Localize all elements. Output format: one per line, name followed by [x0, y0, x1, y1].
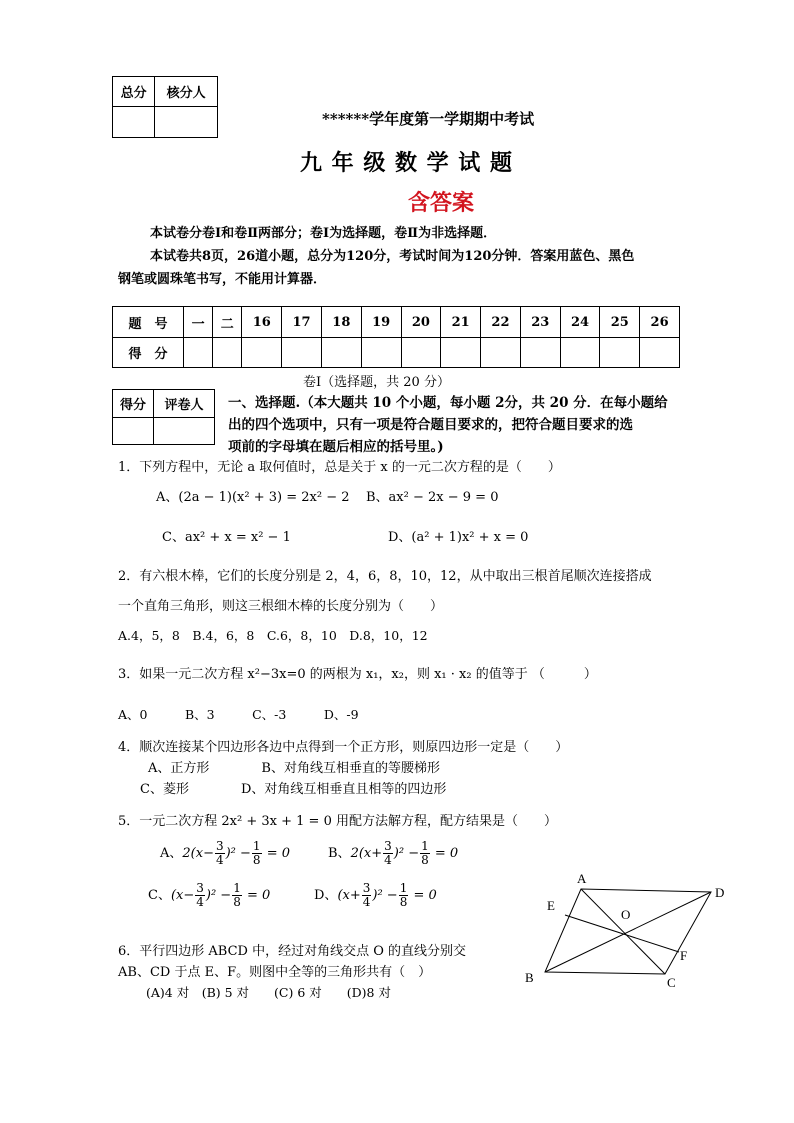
main-title: 九 年 级 数 学 试 题: [300, 150, 513, 176]
q5-label-c: C、: [148, 888, 171, 903]
score-table-header: 一: [184, 307, 213, 338]
checker-cell[interactable]: [155, 107, 218, 138]
label-point-f: F: [680, 948, 688, 963]
q4-stem: 4．顺次连接某个四边形各边中点得到一个正方形，则原四边形一定是（ ）: [118, 740, 569, 755]
label-point-d: D: [715, 885, 725, 900]
label-point-c: C: [667, 975, 676, 990]
score-cell[interactable]: [282, 338, 322, 368]
section1-intro-1: 一、选择题.（本大题共 10 个小题，每小题 2分，共 20 分．在每小题给: [228, 395, 668, 411]
answer-tag: 含答案: [408, 190, 475, 216]
q5-label-a: A、: [160, 846, 183, 861]
instruction-line-3: 钢笔或圆珠笔书写，不能用计算器．: [118, 272, 327, 287]
q6-options: (A)4 对 (B) 5 对 (C) 6 对 (D)8 对: [146, 985, 391, 1000]
score-table-header: 25: [600, 307, 640, 338]
section1-intro-2: 出的四个选项中，只有一项是符合题目要求的，把符合题目要求的选: [228, 417, 633, 433]
q1-stem: 1．下列方程中，无论 a 取何值时，总是关于 x 的一元二次方程的是（ ）: [118, 460, 561, 475]
total-score-header: 总分: [113, 77, 155, 107]
score-cell[interactable]: [600, 338, 640, 368]
q5-option-d: D、(x+ $\frac{3}{4}$ )² − $\frac{1}{8}$ = 0: [314, 881, 437, 909]
q2-stem-1: 2．有六根木棒，它们的长度分别是 2，4，6，8，10，12，从中取出三根首尾顺次连接搭成: [118, 569, 652, 584]
score-table-header: 24: [560, 307, 600, 338]
parallelogram-figure: [515, 870, 740, 995]
q3-options: A、0 B、3 C、-3 D、-9: [118, 707, 359, 722]
label-point-o: O: [621, 907, 631, 922]
score-table-header: 17: [282, 307, 322, 338]
checker-header: 核分人: [155, 77, 218, 107]
q5-stem: 5．一元二次方程 2x² + 3x + 1 = 0 用配方法解方程，配方结果是（ ）: [118, 814, 557, 829]
q4-options-ab: A、正方形 B、对角线互相垂直的等腰梯形: [148, 761, 440, 776]
score-table-header: 二: [213, 307, 242, 338]
score-cell[interactable]: [401, 338, 441, 368]
q5-label-d: D、: [314, 888, 338, 903]
label-point-b: B: [525, 970, 534, 985]
q6-stem-2: AB、CD 于点 E、F。则图中全等的三角形共有（ ）: [118, 965, 432, 980]
section1-intro-3: 项前的字母填在题后相应的括号里。): [228, 439, 444, 455]
score-cell[interactable]: [640, 338, 680, 368]
grader-box: [112, 389, 215, 445]
score-cell[interactable]: [481, 338, 521, 368]
score-table-header: 23: [520, 307, 560, 338]
score-cell[interactable]: [560, 338, 600, 368]
instruction-line-1: 本试卷分卷Ⅰ和卷Ⅱ两部分；卷Ⅰ为选择题，卷Ⅱ为非选择题．: [150, 226, 497, 241]
score-cell[interactable]: [520, 338, 560, 368]
score-table-header: 26: [640, 307, 680, 338]
q1-option-c: C、ax² + x = x² − 1: [162, 530, 291, 545]
q6-stem-1: 6．平行四边形 ABCD 中，经过对角线交点 O 的直线分别交: [118, 944, 467, 959]
score-cell[interactable]: [321, 338, 361, 368]
q5-option-b: B、2(x+ $\frac{3}{4}$ )² − $\frac{1}{8}$ = 0: [328, 839, 459, 867]
q5-option-c: C、(x− $\frac{3}{4}$ )² − $\frac{1}{8}$ = 0: [148, 881, 271, 909]
score-table-header: 题 号: [113, 307, 184, 338]
q3-stem: 3．如果一元二次方程 x²−3x=0 的两根为 x₁，x₂，则 x₁ · x₂ 的值等于 （ ）: [118, 667, 597, 682]
exam-title: ******学年度第一学期期中考试: [322, 110, 535, 128]
q1-option-a: A、(2a − 1)(x² + 3) = 2x² − 2: [156, 490, 350, 505]
grader-score-header: 得分: [113, 390, 154, 418]
q2-options: A.4，5，8 B.4，6，8 C.6，8，10 D.8，10，12: [118, 628, 428, 643]
q4-options-cd: C、菱形 D、对角线互相垂直且相等的四边形: [140, 782, 447, 797]
score-table-header: 20: [401, 307, 441, 338]
score-cell[interactable]: [184, 338, 213, 368]
q5-label-b: B、: [328, 846, 351, 861]
score-table: [112, 306, 680, 368]
score-cell[interactable]: [441, 338, 481, 368]
q1-option-b: B、ax² − 2x − 9 = 0: [366, 490, 499, 505]
section1-heading: 卷Ⅰ（选择题，共 20 分）: [303, 375, 450, 390]
grader-score-cell[interactable]: [113, 418, 154, 445]
score-table-header-row: [113, 307, 680, 338]
total-score-box: [112, 76, 218, 138]
score-cell[interactable]: [242, 338, 282, 368]
score-cell[interactable]: [213, 338, 242, 368]
label-point-e: E: [547, 898, 555, 913]
score-table-score-row: [113, 338, 680, 368]
score-table-header: 21: [441, 307, 481, 338]
grader-name-cell[interactable]: [154, 418, 215, 445]
total-score-cell[interactable]: [113, 107, 155, 138]
q1-option-d: D、(a² + 1)x² + x = 0: [388, 530, 529, 545]
diagonal-ac: [581, 889, 665, 974]
q5-option-a: A、2(x− $\frac{3}{4}$ )² − $\frac{1}{8}$ = 0: [160, 839, 290, 867]
instruction-line-2: 本试卷共8页，26道小题，总分为120分，考试时间为120分钟．答案用蓝色、黑色: [150, 249, 635, 264]
score-row-label: 得 分: [113, 338, 184, 368]
score-table-header: 22: [481, 307, 521, 338]
score-table-header: 18: [321, 307, 361, 338]
score-table-header: 16: [242, 307, 282, 338]
score-table-header: 19: [361, 307, 401, 338]
q2-stem-2: 一个直角三角形，则这三根细木棒的长度分别为（ ）: [118, 599, 444, 614]
score-cell[interactable]: [361, 338, 401, 368]
label-point-a: A: [577, 871, 587, 886]
grader-name-header: 评卷人: [154, 390, 215, 418]
